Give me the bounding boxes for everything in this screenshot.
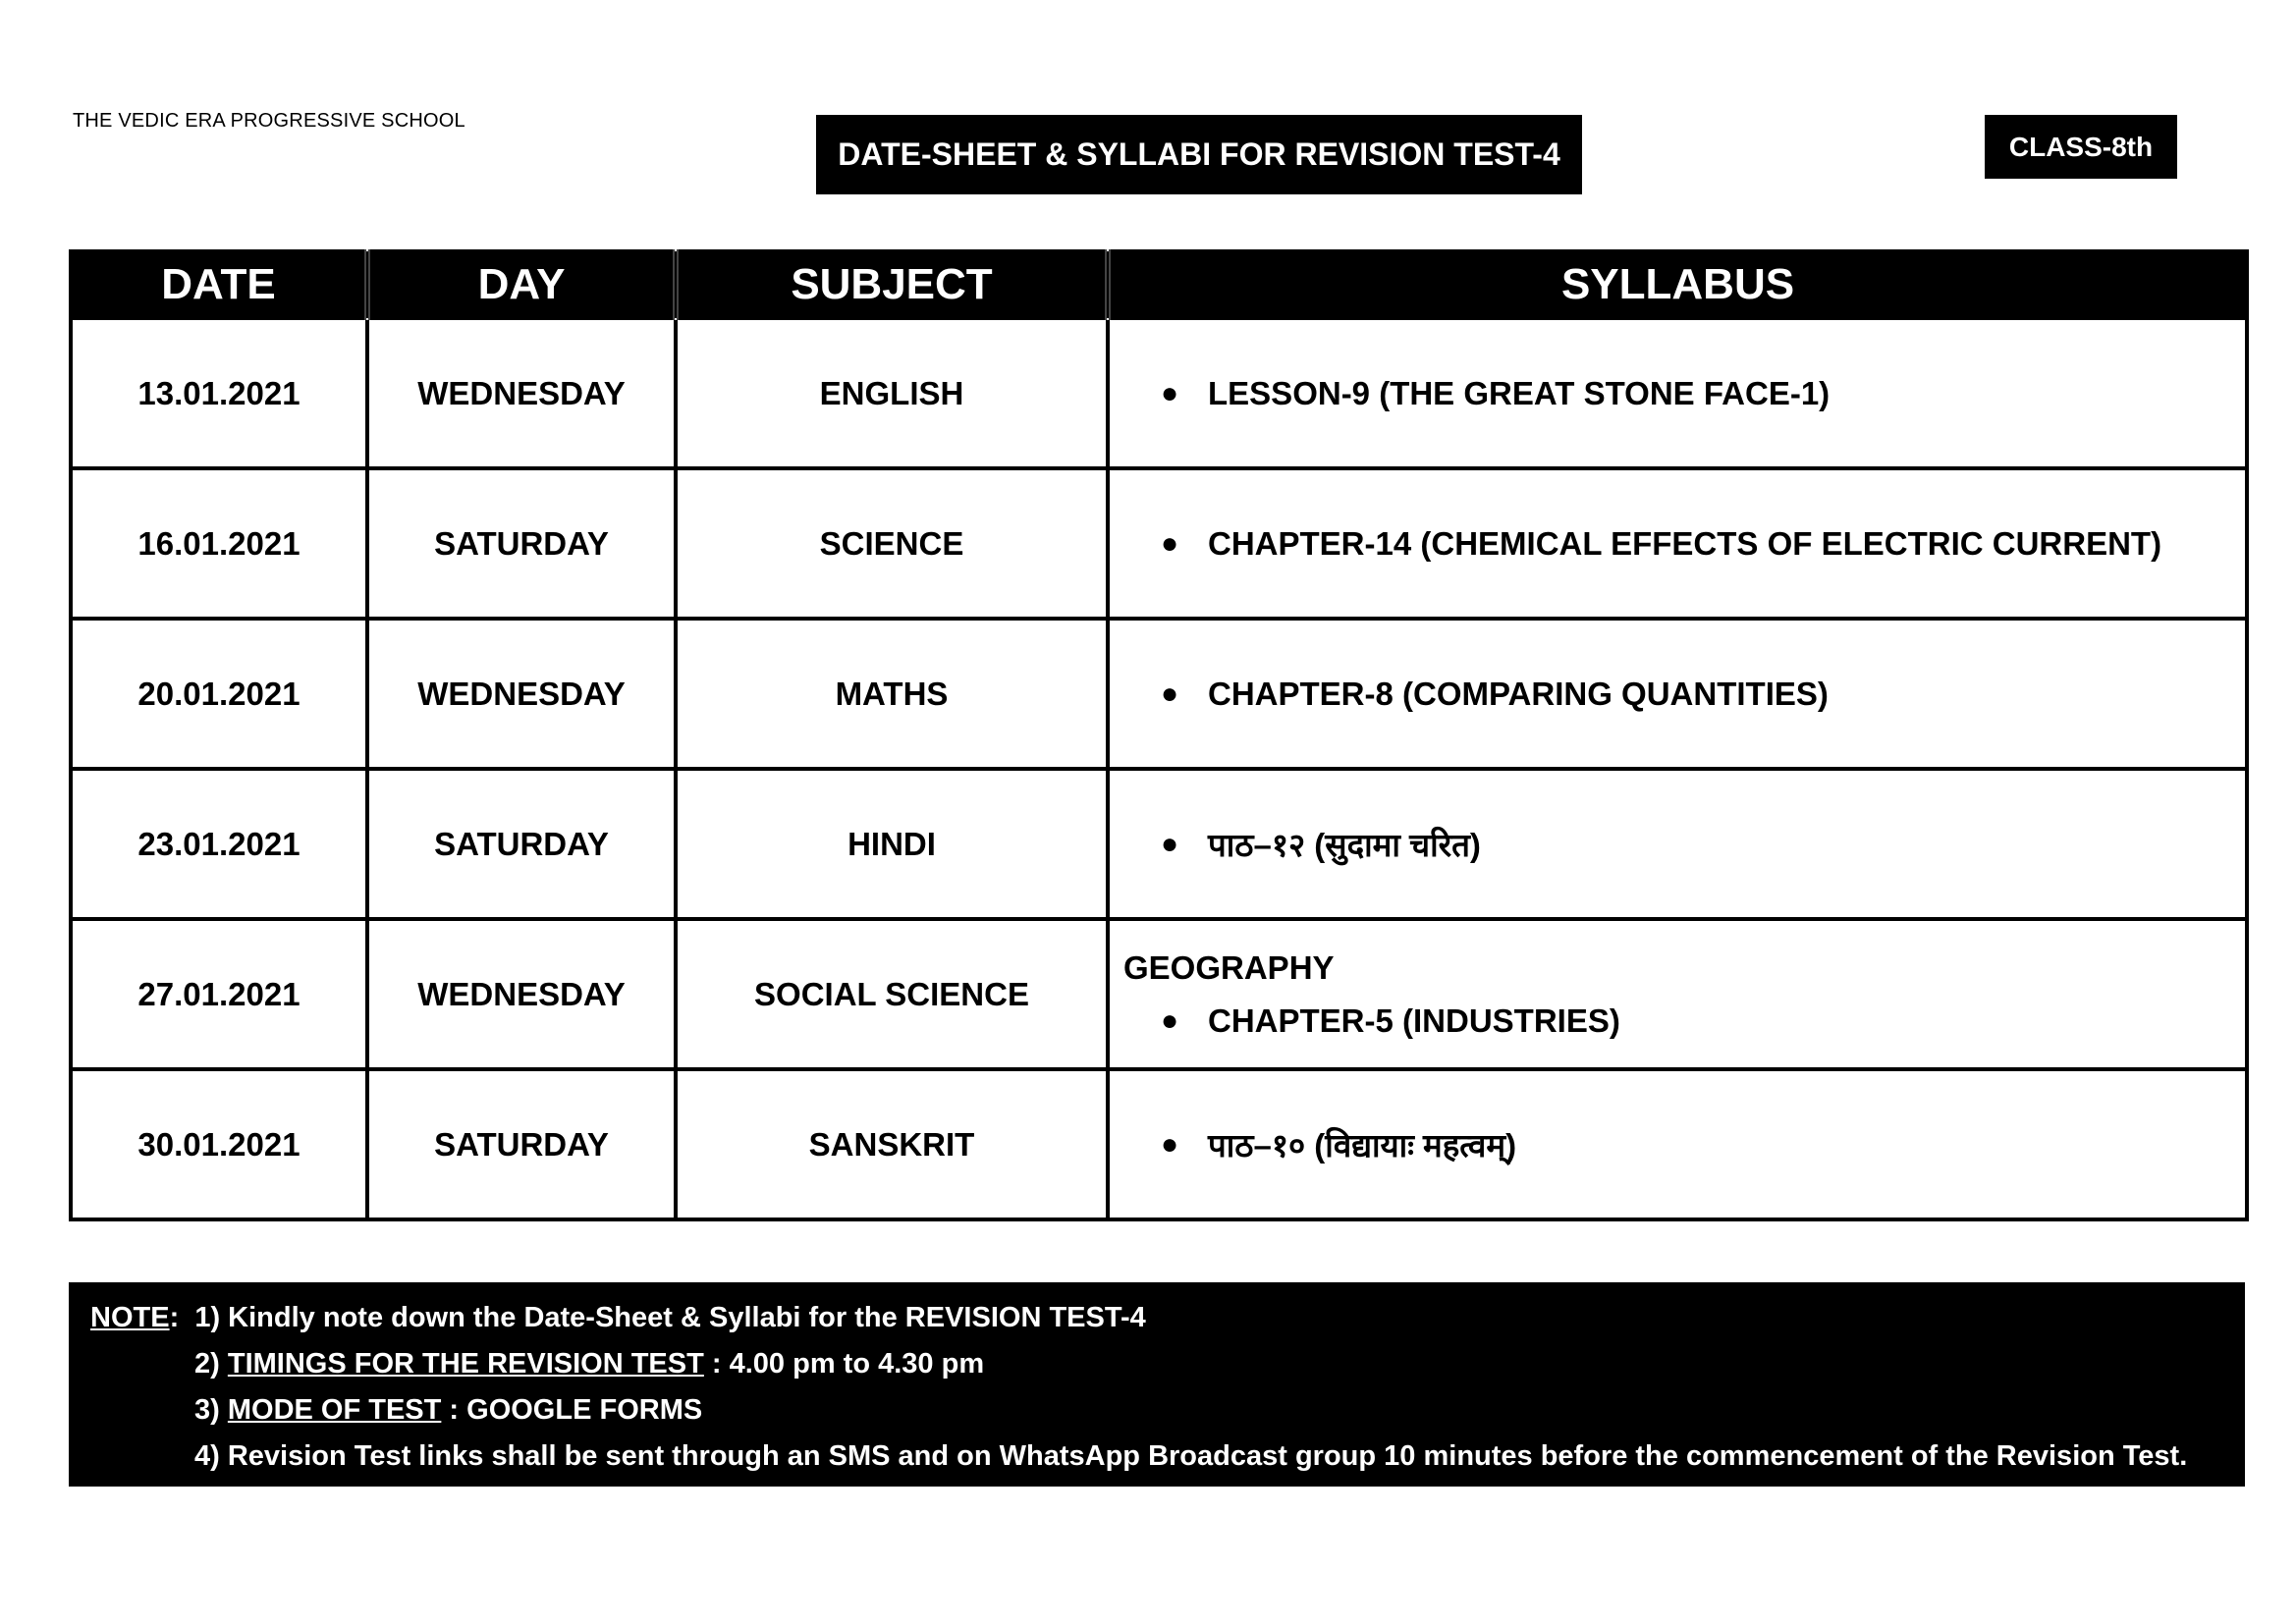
syllabus-cell: [1108, 919, 2247, 1069]
table-row: [71, 468, 2247, 619]
bullet-icon: ●: [1160, 677, 1179, 710]
syllabus-text: पाठ–१० (विद्यायाः महत्वम्): [1208, 1127, 1517, 1164]
date-cell: 27.01.2021: [71, 919, 367, 1069]
day-cell: SATURDAY: [367, 468, 676, 619]
column-header-day: DAY: [367, 251, 676, 318]
date-cell: 13.01.2021: [71, 318, 367, 468]
datesheet-table: [69, 249, 2249, 1221]
note-key-timings: TIMINGS FOR THE REVISION TEST: [227, 1348, 704, 1380]
subject-cell: SANSKRIT: [676, 1069, 1108, 1219]
day-cell: WEDNESDAY: [367, 919, 676, 1069]
table-row: [71, 318, 2247, 468]
bullet-icon: ●: [1160, 526, 1179, 560]
table-row: [71, 769, 2247, 919]
bullet-icon: ●: [1160, 1003, 1179, 1037]
syllabus-cell: [1108, 318, 2247, 468]
syllabus-cell: [1108, 1069, 2247, 1219]
column-header-subject: SUBJECT: [676, 251, 1108, 318]
note-line-2: [194, 1348, 984, 1380]
note-line-1: NOTE: 1) Kindly note down the Date-Sheet & Syllabi for the REVISION TEST-4: [90, 1302, 1146, 1333]
page-title: DATE-SHEET & SYLLABI FOR REVISION TEST-4: [816, 115, 1582, 194]
subject-cell: HINDI: [676, 769, 1108, 919]
day-cell: WEDNESDAY: [367, 318, 676, 468]
column-header-date: DATE: [71, 251, 367, 318]
day-cell: SATURDAY: [367, 769, 676, 919]
note-box: [69, 1282, 2245, 1487]
day-cell: SATURDAY: [367, 1069, 676, 1219]
date-cell: 30.01.2021: [71, 1069, 367, 1219]
note-number: 2): [194, 1348, 220, 1380]
note-line-4: 4) Revision Test links shall be sent through an SMS and on WhatsApp Broadcast group 10 minutes before the commencement of the Revision Test.: [194, 1440, 2188, 1472]
note-key-mode: MODE OF TEST: [227, 1394, 442, 1426]
table-row: [71, 919, 2247, 1069]
subject-cell: MATHS: [676, 619, 1108, 769]
syllabus-cell: [1108, 769, 2247, 919]
syllabus-cell: [1108, 619, 2247, 769]
syllabus-text: LESSON-9 (THE GREAT STONE FACE-1): [1208, 374, 1831, 411]
syllabus-text: CHAPTER-8 (COMPARING QUANTITIES): [1208, 675, 1829, 712]
note-label: NOTE: [90, 1302, 170, 1333]
note-number: 3): [194, 1394, 220, 1426]
subject-cell: SOCIAL SCIENCE: [676, 919, 1108, 1069]
subject-cell: ENGLISH: [676, 318, 1108, 468]
syllabus-text: पाठ–१२ (सुदामा चरित): [1208, 827, 1481, 863]
bullet-icon: ●: [1160, 1127, 1179, 1161]
syllabus-text: CHAPTER-5 (INDUSTRIES): [1208, 1001, 1620, 1039]
date-cell: 16.01.2021: [71, 468, 367, 619]
syllabus-text: CHAPTER-14 (CHEMICAL EFFECTS OF ELECTRIC CURRENT): [1208, 524, 2162, 562]
note-value-mode: : GOOGLE FORMS: [449, 1394, 703, 1426]
note-text-1: 1) Kindly note down the Date-Sheet & Syllabi for the REVISION TEST-4: [194, 1302, 1146, 1333]
syllabus-section-heading: GEOGRAPHY: [1123, 948, 1335, 986]
bullet-icon: ●: [1160, 376, 1179, 409]
table-header-row: [71, 251, 2247, 318]
day-cell: WEDNESDAY: [367, 619, 676, 769]
note-line-3: [194, 1394, 702, 1427]
date-cell: 20.01.2021: [71, 619, 367, 769]
syllabus-cell: [1108, 468, 2247, 619]
column-header-syllabus: SYLLABUS: [1108, 251, 2247, 318]
subject-cell: SCIENCE: [676, 468, 1108, 619]
table-row: [71, 619, 2247, 769]
date-cell: 23.01.2021: [71, 769, 367, 919]
table-row: [71, 1069, 2247, 1219]
class-badge: CLASS-8th: [1985, 115, 2177, 179]
school-name: THE VEDIC ERA PROGRESSIVE SCHOOL: [73, 110, 465, 132]
note-value-timings: : 4.00 pm to 4.30 pm: [711, 1348, 985, 1380]
bullet-icon: ●: [1160, 827, 1179, 860]
